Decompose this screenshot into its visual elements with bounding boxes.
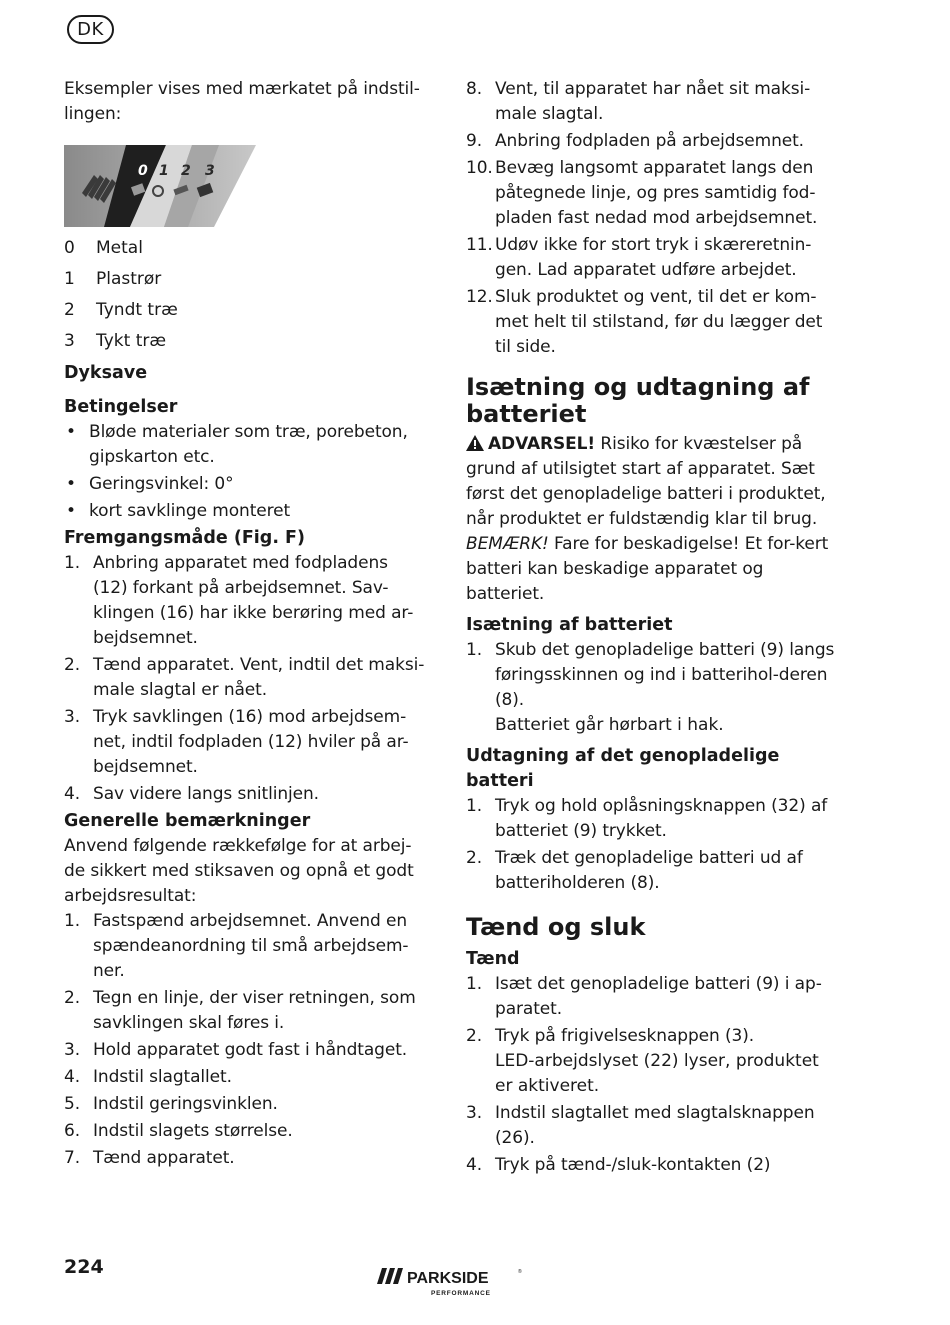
legend-key: 1 <box>64 269 75 289</box>
sticker-label-1: 1 <box>159 163 169 179</box>
general-notes-list <box>64 909 426 1171</box>
sticker-label-0: 0 <box>138 163 148 179</box>
list-item: 7. Tænd apparatet. <box>64 1148 235 1168</box>
legend-label: Metal <box>96 238 143 258</box>
list-item: 1. Skub det genopladelige batteri (9) langs føringsskinnen og ind i batterihol-deren (8). <box>466 640 835 710</box>
switch-on-list-continued <box>466 1101 838 1178</box>
battery-heading: Isætning og udtagning af batteriet <box>466 373 810 428</box>
switch-on-result: LED-arbejdslyset (22) lyser, produktet er aktiveret. <box>495 1051 819 1096</box>
legend-row <box>64 329 426 354</box>
sticker-intro <box>64 77 426 127</box>
list-item: 1. Anbring apparatet med fodpladens (12) forkant på arbejdsemnet. Sav-klingen (16) har ikke berøring med ar-bejdsemnet. <box>64 553 414 648</box>
procedure-list-continued <box>466 77 838 360</box>
conditions-list <box>64 420 426 524</box>
list-item: • kort savklinge monteret <box>66 501 291 521</box>
legend-key: 2 <box>64 300 75 320</box>
sticker-label-2: 2 <box>181 163 191 179</box>
legend-label: Tyndt træ <box>96 300 178 320</box>
legend-key: 0 <box>64 238 75 258</box>
list-item: 2. Tegn en linje, der viser retningen, som savklingen skal føres i. <box>64 988 416 1033</box>
remove-battery-heading: Udtagning af det genopladelige batteri <box>466 746 780 791</box>
insert-battery-list <box>466 638 838 713</box>
stroke-setting-sticker <box>64 145 256 227</box>
general-notes-intro: Anvend følgende rækkefølge for at arbej-de sikkert med stiksaven og opnå et godt arbejdsresultat: <box>64 836 414 906</box>
general-notes-heading: Generelle bemærkninger <box>64 811 311 831</box>
warning-paragraph <box>466 432 838 532</box>
warning-title: ADVARSEL! <box>488 434 596 454</box>
note-paragraph <box>466 532 838 607</box>
sticker-intro-text: Eksempler vises med mærkatet på indstil- lingen: <box>64 79 420 124</box>
left-column <box>64 77 426 1171</box>
legend-key: 3 <box>64 331 75 351</box>
warning-text: Risiko for kvæstelser på grund af utilsigtet start af apparatet. Sæt først det genopladelige batteri i produktet, når produktet er fuldstændig klar til brug. <box>466 434 826 529</box>
note-text: Fare for beskadigelse! Et for-kert batteri kan beskadige apparatet og batteriet. <box>466 534 829 604</box>
switch-on-heading: Tænd <box>466 949 520 969</box>
list-item: 6. Indstil slagets størrelse. <box>64 1121 293 1141</box>
remove-battery-list <box>466 794 838 896</box>
language-badge <box>67 15 114 44</box>
list-item: 4. Indstil slagtallet. <box>64 1067 232 1087</box>
betingelser-heading: Betingelser <box>64 397 178 417</box>
list-item: • Bløde materialer som træ, porebeton, gipskarton etc. <box>66 422 408 467</box>
list-item: 1. Fastspænd arbejdsemnet. Anvend en spændeanordning til små arbejdsem-ner. <box>64 911 409 981</box>
list-item: 9. Anbring fodpladen på arbejdsemnet. <box>466 131 804 151</box>
list-item: 10. Bevæg langsomt apparatet langs den påtegnede linje, og pres samtidig fod-pladen fast nedad mod arbejdsemnet. <box>466 158 818 228</box>
list-item: 4. Sav videre langs snitlinjen. <box>64 784 319 804</box>
list-item: 1. Isæt det genopladelige batteri (9) i ap-paratet. <box>466 974 822 1019</box>
list-item: 2. Træk det genopladelige batteri ud af batteriholderen (8). <box>466 848 803 893</box>
legend-row <box>64 298 426 323</box>
list-item: 12. Sluk produktet og vent, til det er kom-met helt til stilstand, før du lægger det til side. <box>466 287 823 357</box>
note-title: BEMÆRK! <box>466 534 549 554</box>
insert-battery-heading: Isætning af batteriet <box>466 615 673 635</box>
dyksave-heading: Dyksave <box>64 363 148 383</box>
insert-result: Batteriet går hørbart i hak. <box>495 715 724 735</box>
list-item: 3. Tryk savklingen (16) mod arbejdsem-net, indtil fodpladen (12) hviler på ar-bejdsemnet. <box>64 707 409 777</box>
language-code: DK <box>77 19 104 40</box>
list-item: 8. Vent, til apparatet har nået sit maksi-male slagtal. <box>466 79 811 124</box>
procedure-heading: Fremgangsmåde (Fig. F) <box>64 528 306 548</box>
list-item: 4. Tryk på tænd-/sluk-kontakten (2) <box>466 1155 771 1175</box>
legend-row <box>64 236 426 261</box>
on-off-heading: Tænd og sluk <box>466 913 646 941</box>
switch-on-list <box>466 972 838 1049</box>
right-column <box>466 77 838 1178</box>
legend-label: Tykt træ <box>96 331 167 351</box>
parkside-logo <box>376 1264 522 1298</box>
logo-sub: PERFORMANCE <box>431 1290 491 1297</box>
procedure-list <box>64 551 426 807</box>
page-number: 224 <box>64 1256 104 1278</box>
list-item: 5. Indstil geringsvinklen. <box>64 1094 278 1114</box>
logo-brand: PARKSIDE <box>407 1270 489 1287</box>
sticker-label-3: 3 <box>205 163 215 179</box>
list-item: 3. Hold apparatet godt fast i håndtaget. <box>64 1040 408 1060</box>
list-item: 3. Indstil slagtallet med slagtalsknappen (26). <box>466 1103 815 1148</box>
material-legend <box>64 236 426 354</box>
list-item: 1. Tryk og hold oplåsningsknappen (32) af batteriet (9) trykket. <box>466 796 828 841</box>
warning-icon <box>466 435 484 451</box>
list-item: 2. Tænd apparatet. Vent, indtil det maksi-male slagtal er nået. <box>64 655 425 700</box>
list-item: 2. Tryk på frigivelsesknappen (3). <box>466 1026 755 1046</box>
list-item: 11. Udøv ikke for stort tryk i skæreretnin-gen. Lad apparatet udføre arbejdet. <box>466 235 812 280</box>
svg-text:®: ® <box>518 1269 522 1275</box>
legend-row <box>64 267 426 292</box>
legend-label: Plastrør <box>96 269 162 289</box>
list-item: • Geringsvinkel: 0° <box>66 474 234 494</box>
